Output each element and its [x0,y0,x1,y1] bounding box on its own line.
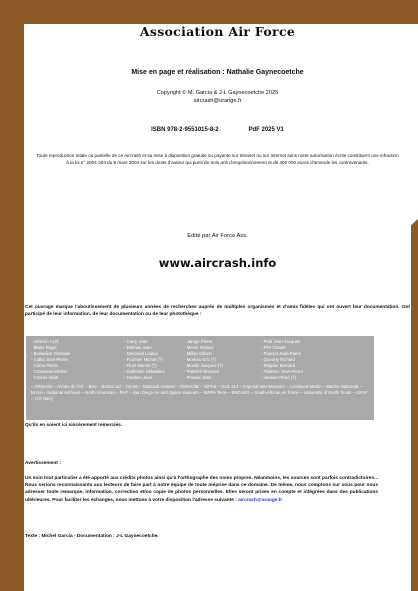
contributor: - Poinsot Jean-Pierre [261,351,302,356]
contributor: - Delmas Jean [124,345,152,350]
contributor: - Decourel Loulou [124,351,158,356]
contributor: - Petit Jean-Jacques [261,339,301,344]
contributor: - Guillemin Sébastien [124,369,165,374]
footer-credits: Texte : Michel Garcia - Documentation : J-L Gaynecoetche. [25,534,159,539]
contributor: - Régnier Bernard [261,363,296,368]
contributor: - Comu Pierre [31,363,58,368]
contributor: - Plet Claude [261,345,286,350]
intro-paragraph: Cet ouvrage marque l'aboutissement de plusieurs années de recherches auprès de multiples organismes et d'amis fidèles qui ont ouvert leur documentation. Ont participé de leur information, de leur documentation ou de leur photothèque : [25,305,410,318]
copyright: Copyright © M. Garcia & J-L Gaynecoetche 2025 [156,90,279,96]
publisher: Edité par Air Force Ass. [187,233,248,239]
top-band [0,0,418,24]
contributor: - Houben Jean [124,375,153,380]
contributors-box [26,336,374,420]
contributor: - Calka Jean-Pierre [31,357,69,362]
warning-title: Avertissement : [25,461,61,466]
contributor: - Bosselion Christian [31,351,71,356]
contributor: - Crozier Alain [31,375,58,380]
page [24,24,411,591]
contact-email: aircrash@orange.fr [193,98,242,104]
layout-credit: Mise en page et réalisation : Nathalie Gaynecoetche [131,69,304,76]
isbn: ISBN 978-2-9551015-8-2 [151,127,219,133]
contributor [331,375,391,381]
contributor: - Moulin Jacques (†) [184,363,223,368]
website-link[interactable]: www.aircrash.info [158,256,277,270]
contributor: - Fluet Marcel (†) [124,363,157,368]
contributor: - Jarrige Pierre [184,339,213,344]
contributor: - Curry Jean [124,339,148,344]
contributor: - Peraud Jean [184,375,211,380]
legal-notice: Toute reproduction totale ou partielle de ce Aircrash et sa mise à disposition gratuite ou payante sur Intranet ou sur Internet sans notre autorisation écrite constituent une infraction à la loi n° 2004-204 du 9 mars 2004 sur les droits d'auteur qui punit de trois ans d'emprisonnement et de 300 000 euros d'amende les contrevenants. [36,153,399,166]
contributor: - Aviseno Cyril [31,339,59,344]
contributor: - Merrié Roland [184,345,214,350]
contributor: - Millau Gilbert [184,351,212,356]
contributor: - Blaux Régis [31,345,57,350]
contributor: - Queurty Richard [261,357,295,362]
contributors-grid [31,339,369,381]
contributor: - Fournier Michel (†) [124,357,163,362]
contributor: - Palmièri Bernard [184,369,219,374]
contributor: - Tedesco Jean-Pierre [261,369,303,374]
pdf-version: PdF 2025 V1 [248,127,284,133]
contributor: - Croisseau Michel [31,369,67,374]
contributor: - Moreau Eric (†) [184,357,217,362]
warning-body: Un soin tout particulier a été apporté aux crédits photos ainsi qu'à l'orthographe des noms propres. Néanmoins, les sources sont parfois contradictoires... Nous serions reconnaissants aux lecteurs de faire part à notre équipe de toute méprise dans ce domaine. De même, nous comptons sur vous pour nous adresser toute remarque, information, correction et/ou copie de photos personnelles. Elles seront prises en compte et intégrées dans des publications ultérieures. Pour faciliter les échanges, nous mettons à votre disposition l'adresse suivante : [25,476,378,503]
warning-text [25,475,378,504]
page-title: Association Air Force [139,24,296,39]
warning-email-link[interactable]: aircrash@orange.fr [238,497,283,503]
thanks: Qu'ils en soient ici sincèrement remerciés. [25,423,123,428]
contributor: - Vannier René (†) [261,375,297,380]
isbn-row [24,127,411,133]
organisations-list: – ARDHAN – Armée de l'Air – BAe – Bristol Ltd – CEAM – Dassault Aviation – EMAA/3B – GIPAS – GLE 314 – Imperial War Museum – Lockheed-Martin – Marine Nationale – NASA – National Archives – North American – RAF – San Diego Air and Space Museum – SIRPA Terre – SNCASO – South-African Air Force – University of North Texas – USAF – U.S Navy [31,384,368,401]
